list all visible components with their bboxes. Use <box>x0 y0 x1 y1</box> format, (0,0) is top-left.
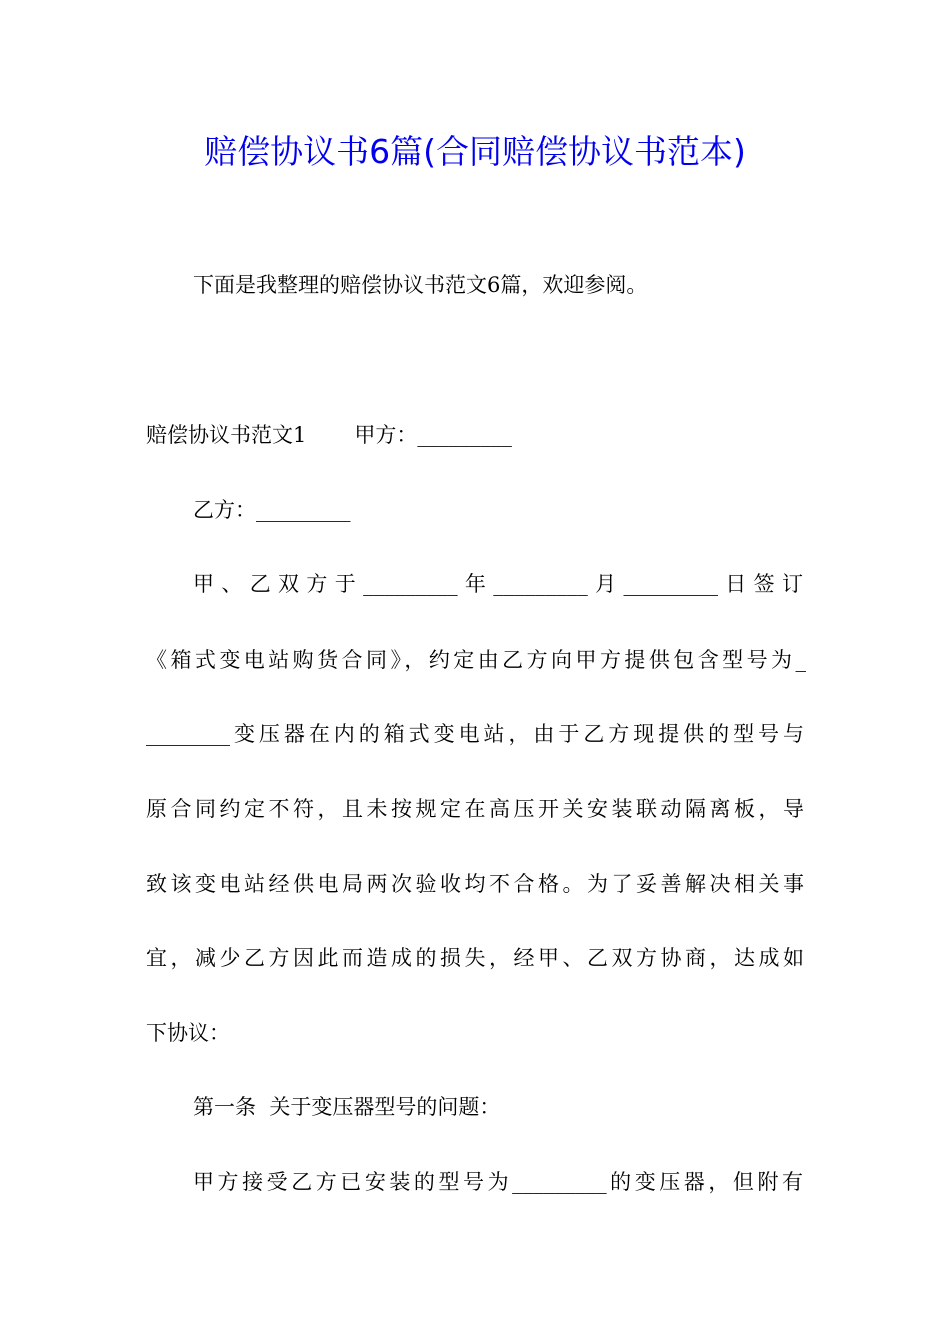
article-1-text: 甲方接受乙方已安装的型号为_________的变压器，但附有 <box>193 1170 803 1194</box>
paragraph-line: 原合同约定不符，且未按规定在高压开关安装联动隔离板，导 <box>146 797 804 821</box>
paragraph-line: 宜，减少乙方因此而造成的损失，经甲、乙双方协商，达成如 <box>146 946 804 970</box>
party-b-field: 乙方：_________ <box>193 498 351 522</box>
section-heading: 赔偿协议书范文1 <box>146 423 307 447</box>
paragraph-line: 甲、乙双方于_________年_________月_________日签订 <box>193 572 803 596</box>
party-a-field: 甲方：_________ <box>354 423 512 447</box>
document-title: 赔偿协议书6篇(合同赔偿协议书范本) <box>204 132 746 171</box>
paragraph-line: 致该变电站经供电局两次验收均不合格。为了妥善解决相关事 <box>146 872 804 896</box>
paragraph-line: ________变压器在内的箱式变电站，由于乙方现提供的型号与 <box>146 722 804 746</box>
intro-text: 下面是我整理的赔偿协议书范文6篇，欢迎参阅。 <box>193 273 648 297</box>
section-heading-row <box>146 420 512 450</box>
article-1-heading: 第一条 关于变压器型号的问题： <box>193 1095 501 1119</box>
paragraph-line: 下协议： <box>146 1021 230 1045</box>
paragraph-line: 《箱式变电站购货合同》，约定由乙方向甲方提供包含型号为_ <box>146 648 806 672</box>
